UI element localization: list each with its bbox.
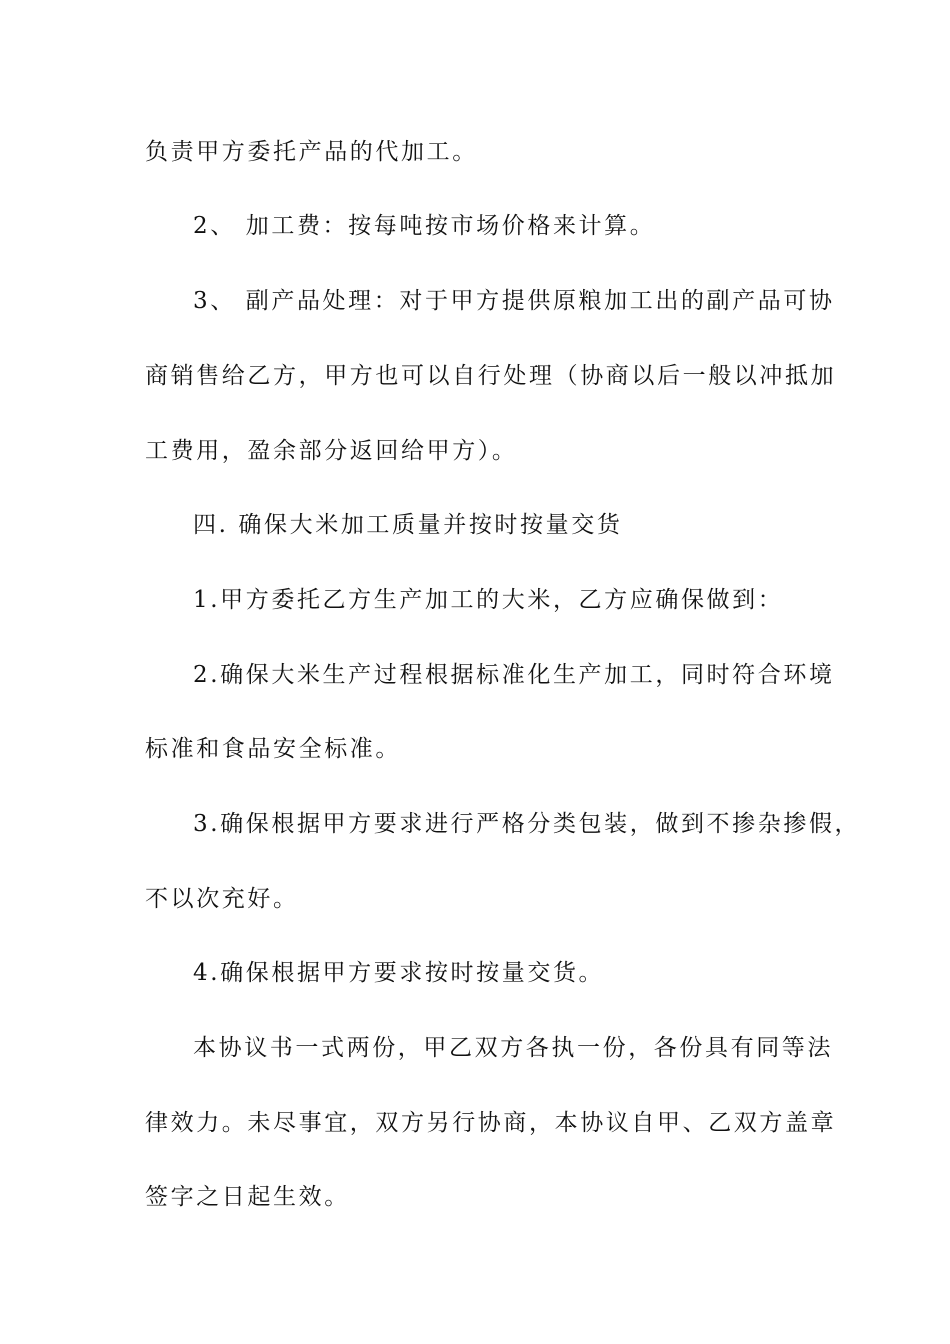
text-line-5: 工费用，盈余部分返回给甲方）。 [145, 438, 518, 464]
text-line-13: 本协议书一式两份，甲乙双方各执一份，各份具有同等法 [193, 1035, 833, 1061]
text-line-11: 不以次充好。 [145, 886, 299, 912]
text-line-9: 标准和食品安全标准。 [145, 736, 401, 762]
text-line-2: 2、 加工费：按每吨按市场价格来计算。 [193, 213, 656, 239]
section-heading: 四. 确保大米加工质量并按时按量交货 [193, 512, 623, 538]
text-line-8: 2.确保大米生产过程根据标准化生产加工，同时符合环境 [193, 662, 835, 688]
text-line-14: 律效力。未尽事宜，双方另行协商，本协议自甲、乙双方盖章 [145, 1110, 837, 1136]
text-line-3: 3、 副产品处理：对于甲方提供原粮加工出的副产品可协 [193, 288, 835, 314]
text-line-1: 负责甲方委托产品的代加工。 [145, 139, 478, 165]
text-line-4: 商销售给乙方，甲方也可以自行处理（协商以后一般以冲抵加 [145, 363, 837, 389]
text-line-10: 3.确保根据甲方要求进行严格分类包装，做到不掺杂掺假， [193, 811, 861, 837]
text-line-12: 4.确保根据甲方要求按时按量交货。 [193, 960, 605, 986]
text-line-7: 1.甲方委托乙方生产加工的大米，乙方应确保做到： [193, 587, 784, 613]
text-line-15: 签字之日起生效。 [145, 1184, 350, 1210]
